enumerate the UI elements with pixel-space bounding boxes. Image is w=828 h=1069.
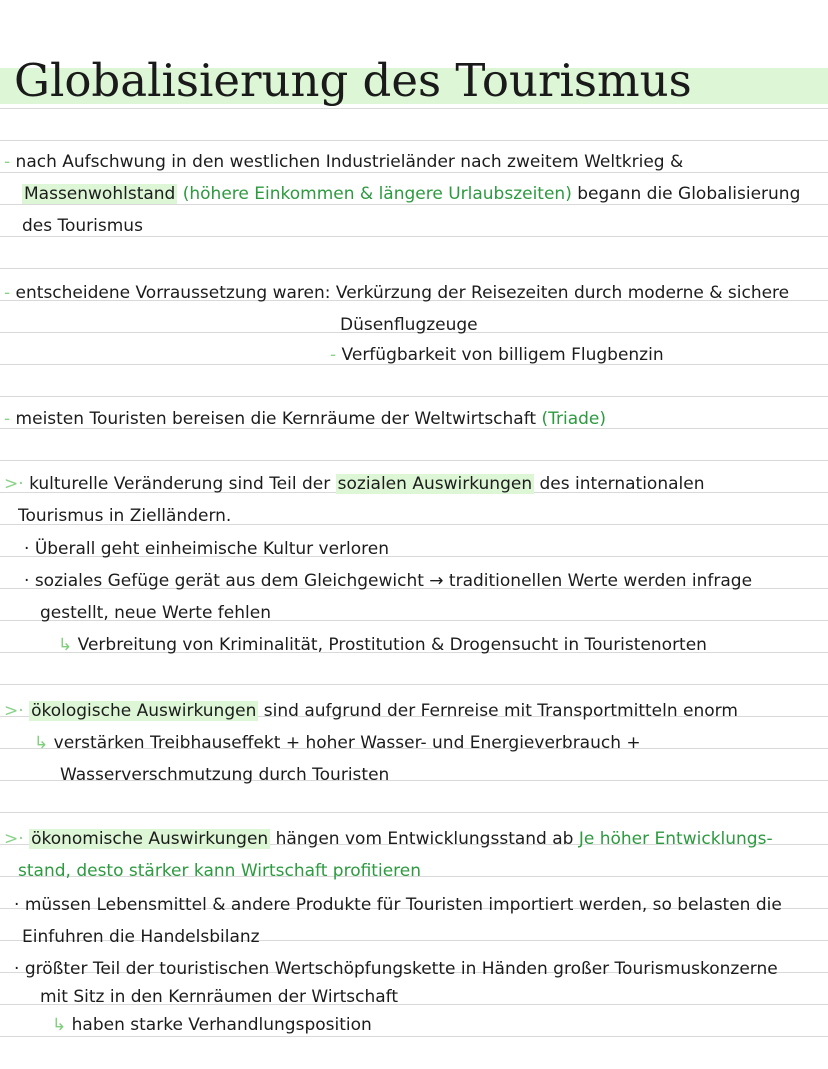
ruled-line — [0, 684, 828, 685]
paragraph-4-line-5 — [40, 602, 271, 624]
text: Wasserverschmutzung durch Touristen — [60, 765, 390, 785]
ruled-line — [0, 396, 828, 397]
text: Verbreitung von Kriminalität, Prostitution & Drogensucht in Touristenorten — [77, 635, 707, 655]
text: entscheidene Vorraussetzung waren: Verkürzung der Reisezeiten durch moderne & sichere — [15, 283, 790, 303]
text: Düsenflugzeuge — [340, 315, 478, 335]
text: kulturelle Veränderung sind Teil der — [29, 474, 331, 494]
text: sind aufgrund der Fernreise mit Transportmitteln enorm — [263, 701, 738, 721]
paragraph-4-line-2 — [18, 505, 231, 527]
text: mit Sitz in den Kernräumen der Wirtschaft — [40, 987, 398, 1007]
text: Tourismus in Zielländern. — [18, 506, 232, 526]
highlighted-term: ökonomische Auswirkungen — [31, 829, 269, 849]
page-title: Globalisierung des Tourismus — [14, 54, 692, 107]
highlighted-term: sozialen Auswirkungen — [337, 474, 533, 494]
paragraph-5-line-2 — [34, 732, 641, 754]
sub-arrow-icon: ↳ — [52, 1015, 67, 1035]
text: verstärken Treibhauseffekt + hoher Wasser- und Energieverbrauch + — [53, 733, 641, 753]
dot-bullet: · — [24, 539, 30, 559]
text: Verfügbarkeit von billigem Flugbenzin — [341, 345, 664, 365]
dot-bullet: · — [14, 959, 20, 979]
dot-bullet: · — [18, 701, 24, 721]
paragraph-5-line-3 — [60, 764, 389, 786]
text: Einfuhren die Handelsbilanz — [22, 927, 260, 947]
paragraph-4-line-3 — [24, 538, 389, 560]
sub-arrow-icon: ↳ — [58, 635, 73, 655]
ruled-line — [0, 268, 828, 269]
dash-bullet: - — [330, 345, 337, 365]
text: Überall geht einheimische Kultur verloren — [34, 539, 390, 559]
paragraph-3-line-1 — [4, 408, 606, 430]
paragraph-4-line-1 — [4, 473, 704, 495]
text: des internationalen — [539, 474, 705, 494]
paragraph-2-line-1 — [4, 282, 789, 304]
ruled-line — [0, 1036, 828, 1037]
text: begann die Globalisierung — [577, 184, 801, 204]
sub-arrow-icon: ↳ — [34, 733, 49, 753]
text: meisten Touristen bereisen die Kernräume der Weltwirtschaft — [15, 409, 537, 429]
paragraph-2-line-2 — [340, 314, 478, 336]
paragraph-6-line-6 — [40, 986, 398, 1008]
paragraph-6-line-1 — [4, 828, 773, 850]
paragraph-5-line-1 — [4, 700, 738, 722]
text: soziales Gefüge gerät aus dem Gleichgewicht → traditionellen Werte werden infrage — [34, 571, 753, 591]
paragraph-6-line-3 — [14, 894, 782, 916]
dot-bullet: · — [24, 571, 30, 591]
paragraph-6-line-5 — [14, 958, 778, 980]
green-note: (höhere Einkommen & längere Urlaubszeiten) — [182, 184, 572, 204]
dot-bullet: · — [14, 895, 20, 915]
ruled-line — [0, 140, 828, 141]
green-note: stand, desto stärker kann Wirtschaft profitieren — [18, 861, 422, 881]
dash-bullet: - — [4, 152, 11, 172]
dash-bullet: - — [4, 283, 11, 303]
paragraph-6-line-4 — [22, 926, 260, 948]
ruled-line — [0, 460, 828, 461]
green-note: (Triade) — [541, 409, 607, 429]
paragraph-6-line-7 — [52, 1014, 372, 1036]
ruled-line — [0, 812, 828, 813]
paragraph-1-line-2 — [22, 183, 800, 205]
text: nach Aufschwung in den westlichen Industrieländer nach zweitem Weltkrieg & — [15, 152, 684, 172]
paragraph-2-line-3 — [330, 344, 664, 366]
text: des Tourismus — [22, 216, 143, 236]
paragraph-4-line-4 — [24, 570, 752, 592]
angle-bullet: > — [4, 474, 19, 494]
dash-bullet: - — [4, 409, 11, 429]
text: hängen vom Entwicklungsstand ab — [275, 829, 574, 849]
green-note: Je höher Entwicklungs- — [578, 829, 773, 849]
text: gestellt, neue Werte fehlen — [40, 603, 271, 623]
angle-bullet: > — [4, 829, 19, 849]
angle-bullet: > — [4, 701, 19, 721]
text: müssen Lebensmittel & andere Produkte für Touristen importiert werden, so belasten die — [24, 895, 782, 915]
dot-bullet: · — [18, 829, 24, 849]
highlighted-term: ökologische Auswirkungen — [31, 701, 257, 721]
paragraph-1-line-1 — [4, 151, 683, 173]
paragraph-4-line-6 — [58, 634, 707, 656]
text: größter Teil der touristischen Wertschöpfungskette in Händen großer Tourismuskonzerne — [24, 959, 778, 979]
paragraph-6-line-2 — [18, 860, 421, 882]
paragraph-1-line-3 — [22, 215, 143, 237]
dot-bullet: · — [18, 474, 24, 494]
highlighted-term: Massenwohlstand — [24, 184, 176, 204]
text: haben starke Verhandlungsposition — [71, 1015, 372, 1035]
